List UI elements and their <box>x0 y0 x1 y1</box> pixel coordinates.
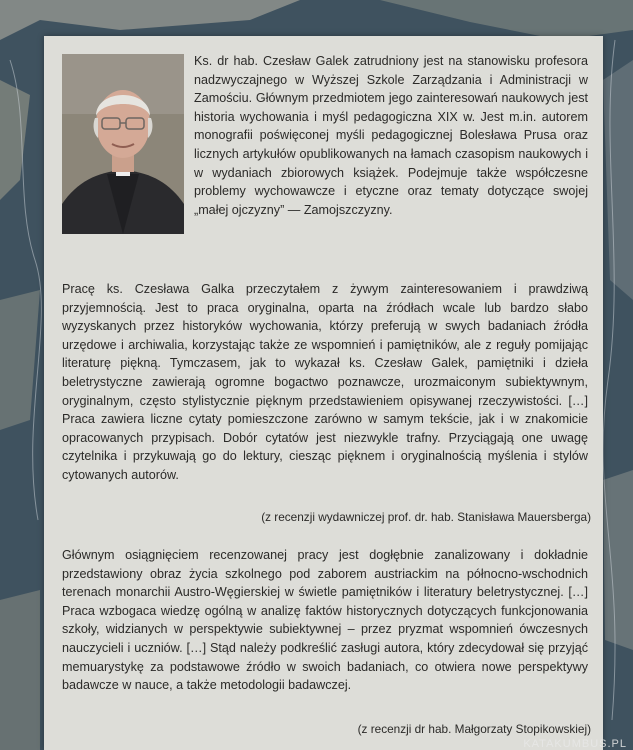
watermark: KATAKUMBUS.PL <box>523 738 627 750</box>
review-source-1: (z recenzji wydawniczej prof. dr. hab. Stanisława Mauersberga) <box>261 510 591 524</box>
review-source-2: (z recenzji dr hab. Małgorzaty Stopikowskiej) <box>357 722 591 736</box>
review-quote-2: Głównym osiągnięciem recenzowanej pracy jest dogłębnie zanalizowany i dokładnie przedstawiony obraz życia szkolnego pod zaborem austriackim na północno-wschodnich terenach monarchii Austro-Węgierskiej w świetle pamiętników i literatury beletrystycznej. […] Praca wzbogaca wiedzę ogólną w analizę faktów historycznych dotyczących funkcjonowania szkoły, widzianych w perspektywie subiektywnej – przez pryzmat wspomnień ówczesnych nauczycieli i uczniów. […] Stąd należy podkreślić zasługi autora, który zdecydował się przyjąć memuarystykę za podstawowe źródło w swoich badaniach, co otwiera nowe perspektywy badawcze w nauce, a także metodologii badawczej. <box>62 548 588 693</box>
text-panel <box>44 36 603 750</box>
review-quote-1: Pracę ks. Czesława Galka przeczytałem z żywym zainteresowaniem i prawdziwą przyjemnością. Jest to praca oryginalna, oparta na źródłach wcale lub bardzo słabo wyzyskanych przez historyków wychowania, którzy preferują w swych badaniach źródła urzędowe i archiwalia, korzystając także ze wspomnień i pamiętników, ale z reguły pomijając literaturę piękną. Tymczasem, jak to wykazał ks. Czesław Galek, pamiętniki i dzieła beletrystyczne zawierają ogromne bogactwo poznawcze, urozmaiconym subiektywnym, oryginalnym, często stylistycznie pięknym przedstawieniem opisywanej rzeczywistości. […] Praca zawiera liczne cytaty pomieszczone zarówno w samym tekście, jak i w znakomicie opracowanych przypisach. Dobór cytatów jest niezwykle trafny. Przyciągają one uwagę czytelnika i przykuwają go do lektury, ciesząc pięknem i oryginalnością myślenia i stylów cytowanych autorów. <box>62 282 588 482</box>
author-bio: Ks. dr hab. Czesław Galek zatrudniony jest na stanowisku profesora nadzwyczajnego w Wyższej Szkole Zarządzania i Administracji w Zamościu. Głównym przedmiotem jego zainteresowań naukowych jest historia wychowania i myśl pedagogiczna XIX w. Jest m.in. autorem monografii poświęconej myśli pedagogicznej Bolesława Prusa oraz licznych artykułów opublikowanych na łamach czasopism naukowych i w wydaniach zbiorowych książek. Podejmuje także współczesne problemy wychowawcze i etyczne oraz tematy dotyczące swojej „małej ojczyzny” — Zamojszczyzny. <box>194 54 588 217</box>
author-portrait <box>62 54 184 234</box>
